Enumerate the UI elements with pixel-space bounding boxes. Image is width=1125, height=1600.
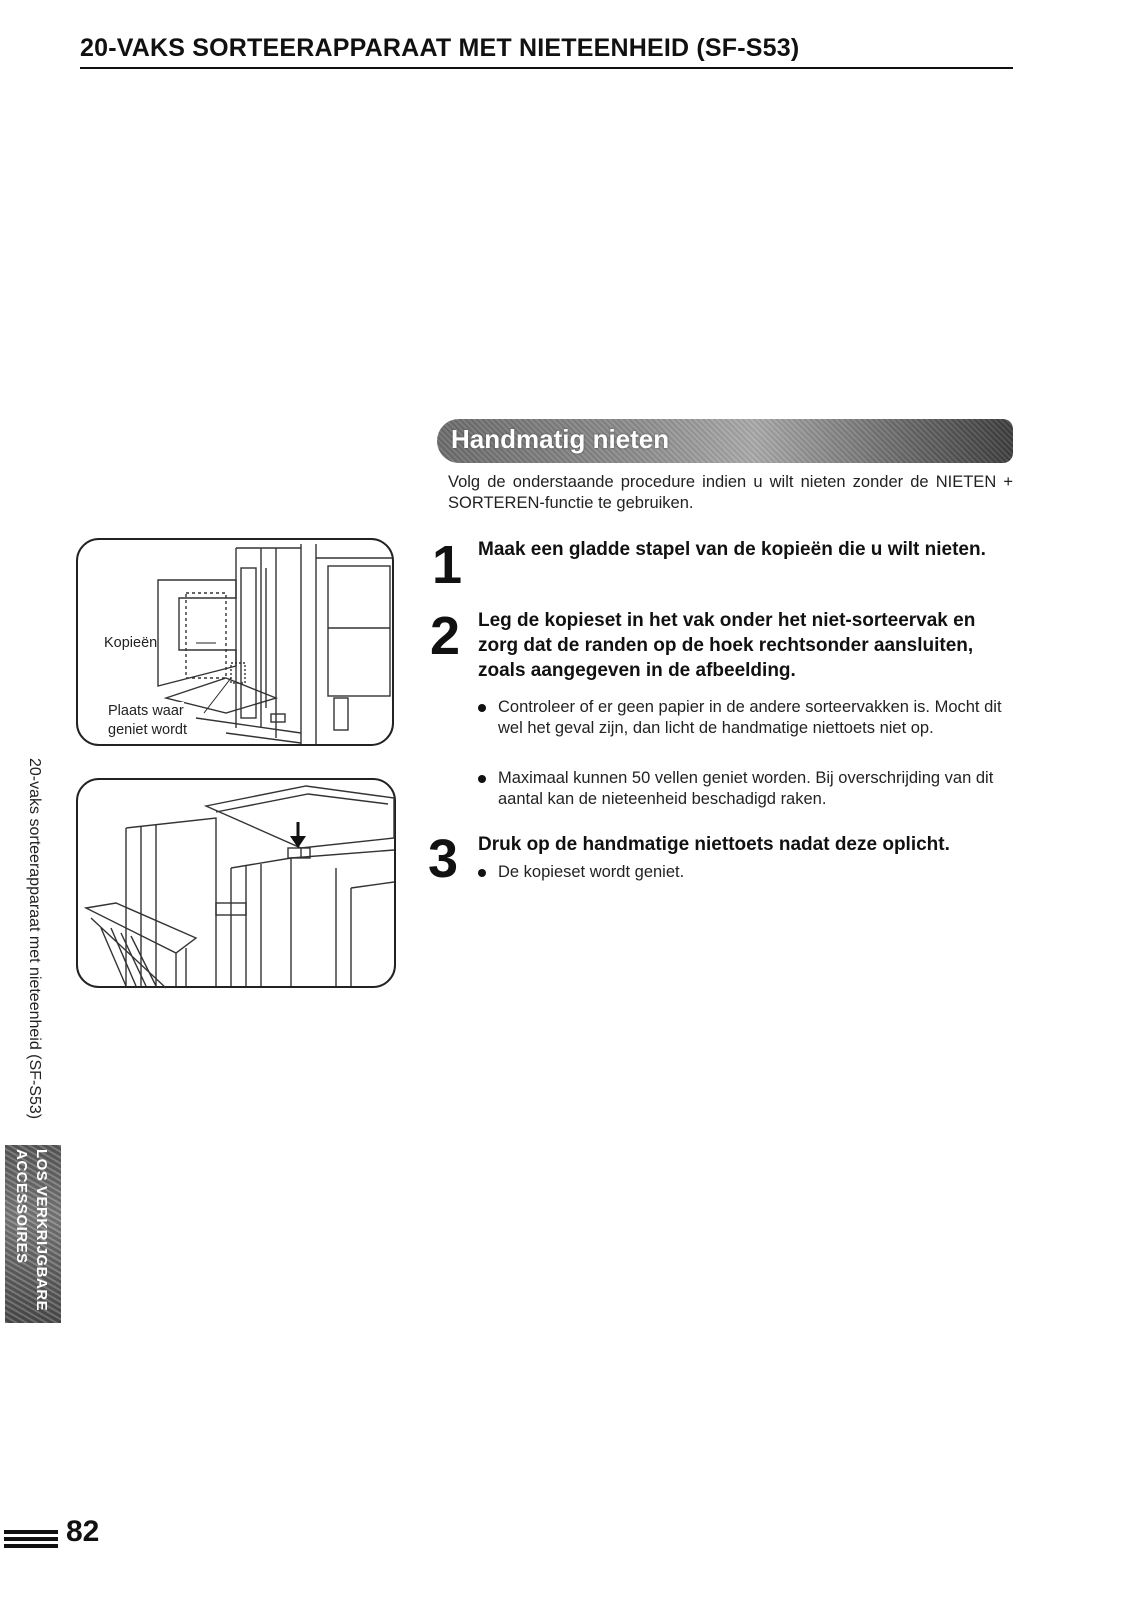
chapter-tab-line-1: LOS VERKRIJGBARE <box>33 1149 50 1312</box>
intro-paragraph: Volg de onderstaande procedure indien u wilt nieten zonder de NIETEN + SORTEREN-functie te gebruiken. <box>448 473 1013 512</box>
page-title: 20-VAKS SORTEERAPPARAAT MET NIETEENHEID (SF-S53) <box>80 34 800 62</box>
step-number-1: 1 <box>432 535 463 595</box>
title-divider <box>80 67 1013 69</box>
illustration-staple-button <box>76 778 398 990</box>
step-number-3: 3 <box>428 829 459 889</box>
label-staple-position-line1: Plaats waar <box>108 703 184 719</box>
chapter-tab-line-2: ACCESSOIRES <box>13 1149 30 1264</box>
section-title: Handmatig nieten <box>451 424 670 454</box>
step-number-2: 2 <box>430 606 461 666</box>
step-2-bullet-2: Maximaal kunnen 50 vellen geniet worden. Bij overschrijding van dit aantal kan de nieteenheid beschadigd raken. <box>498 768 1028 810</box>
step-heading-2: Leg de kopieset in het vak onder het niet-sorteervak en zorg dat de randen op de hoek rechtsonder aansluiten, zoals aangegeven in de afbeelding. <box>478 610 976 681</box>
sorter-top-drawing <box>76 778 398 990</box>
chapter-tab <box>5 1145 61 1323</box>
step-2-bullet-1: Controleer of er geen papier in de andere sorteervakken is. Mocht dit wel het geval zijn, dan licht de handmatige niettoets niet op. <box>498 697 1028 739</box>
illustration-copy-stack <box>76 538 398 750</box>
side-chapter-caption: 20-vaks sorteerapparaat met nieteenheid (SF-S53) <box>26 758 43 1120</box>
section-banner <box>437 419 1013 463</box>
step-3-bullet-1: De kopieset wordt geniet. <box>498 862 1028 883</box>
label-copies: Kopieën <box>104 635 158 651</box>
label-staple-position-line2: geniet wordt <box>108 722 187 738</box>
page-marker-icon <box>4 1524 58 1550</box>
step-heading-1: Maak een gladde stapel van de kopieën die u wilt nieten. <box>478 539 986 560</box>
step-heading-3: Druk op de handmatige niettoets nadat deze oplicht. <box>478 834 950 855</box>
page-number: 82 <box>66 1515 100 1548</box>
